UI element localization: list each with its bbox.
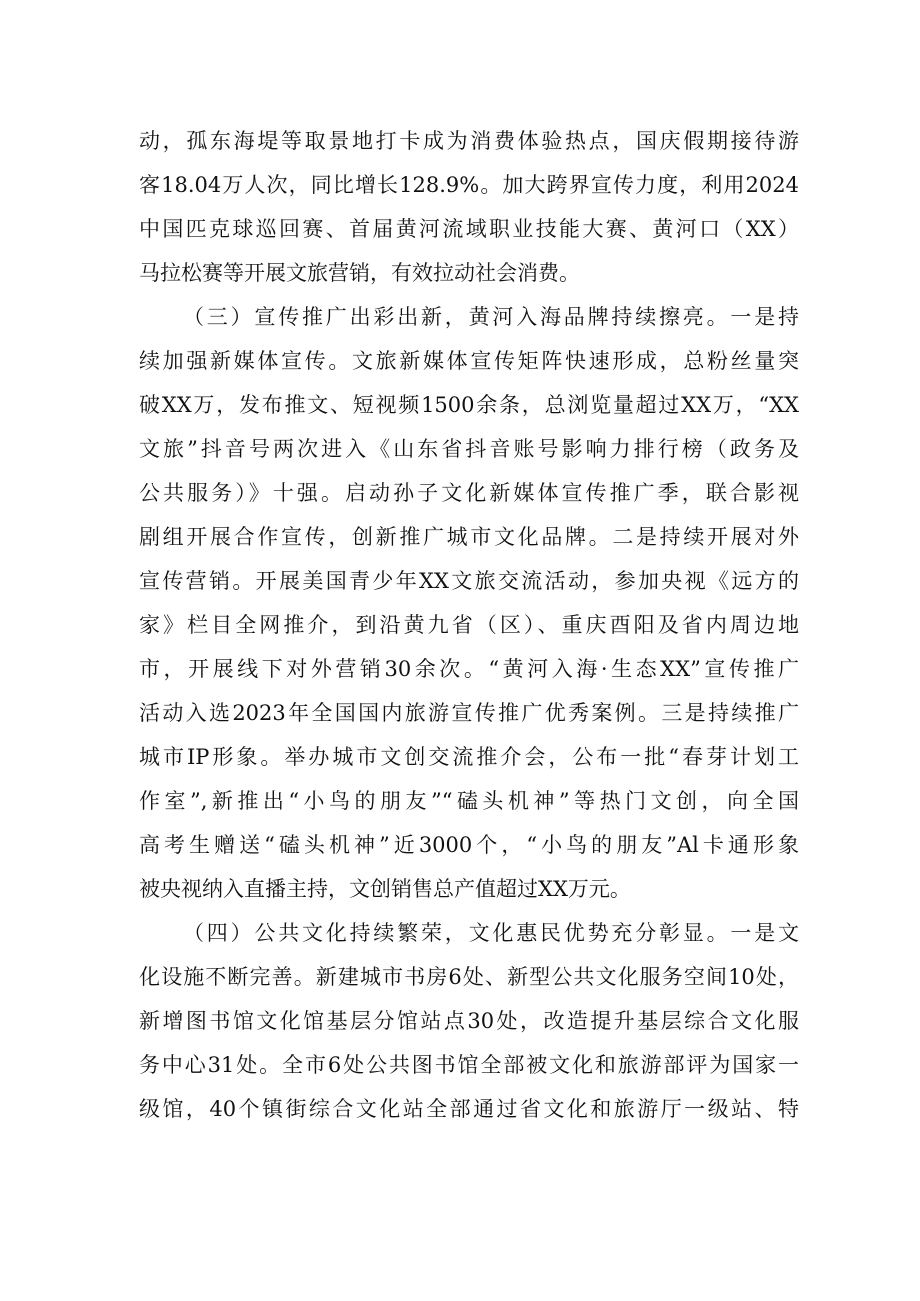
- text-line: 马拉松赛等开展文旅营销，有效拉动社会消费。: [139, 261, 580, 285]
- text-line: 新增图书馆文化馆基层分馆站点30处，改造提升基层综合文化服: [139, 1009, 799, 1033]
- text-line: 市，开展线下对外营销30余次。“黄河入海·生态XX”宣传推广: [139, 657, 799, 681]
- text-line: 活动入选2023年全国国内旅游宣传推广优秀案例。三是持续推广: [139, 701, 799, 725]
- text-line: 客18.04万人次，同比增长128.9%。加大跨界宣传力度，利用2024: [139, 173, 799, 197]
- text-line: 化设施不断完善。新建城市书房6处、新型公共文化服务空间10处，: [139, 965, 799, 989]
- text-line: 宣传营销。开展美国青少年XX文旅交流活动，参加央视《远方的: [139, 569, 799, 593]
- text-line: 剧组开展合作宣传，创新推广城市文化品牌。二是持续开展对外: [139, 525, 799, 549]
- section-4-heading-line: （四）公共文化持续繁荣，文化惠民优势充分彰显。一是文: [183, 921, 799, 945]
- text-line: 动，孤东海堤等取景地打卡成为消费体验热点，国庆假期接待游: [139, 129, 799, 153]
- text-line: 城市IP形象。举办城市文创交流推介会，公布一批“春芽计划工: [139, 745, 799, 769]
- text-line: 级馆，40个镇街综合文化站全部通过省文化和旅游厅一级站、特: [139, 1097, 799, 1121]
- section-3-heading-line: （三）宣传推广出彩出新，黄河入海品牌持续擦亮。一是持: [183, 305, 799, 329]
- text-line: 中国匹克球巡回赛、首届黄河流域职业技能大赛、黄河口（XX）: [139, 217, 799, 241]
- text-line: 务中心31处。全市6处公共图书馆全部被文化和旅游部评为国家一: [139, 1053, 799, 1077]
- text-line: 公共服务）》十强。启动孙子文化新媒体宣传推广季，联合影视: [139, 481, 799, 505]
- text-line: 被央视纳入直播主持，文创销售总产值超过XX万元。: [139, 877, 631, 901]
- text-line: 作室”,新推出“小鸟的朋友”“磕头机神”等热门文创，向全国: [139, 789, 799, 813]
- text-line: 续加强新媒体宣传。文旅新媒体宣传矩阵快速形成，总粉丝量突: [139, 349, 799, 373]
- text-line: 文旅”抖音号两次进入《山东省抖音账号影响力排行榜（政务及: [139, 437, 799, 461]
- text-line: 家》栏目全网推介，到沿黄九省（区）、重庆酉阳及省内周边地: [139, 613, 799, 637]
- text-line: 破XX万，发布推文、短视频1500余条，总浏览量超过XX万，“XX: [139, 393, 799, 417]
- text-line: 高考生赠送“磕头机神”近3000个，“小鸟的朋友”Al卡通形象: [139, 833, 799, 857]
